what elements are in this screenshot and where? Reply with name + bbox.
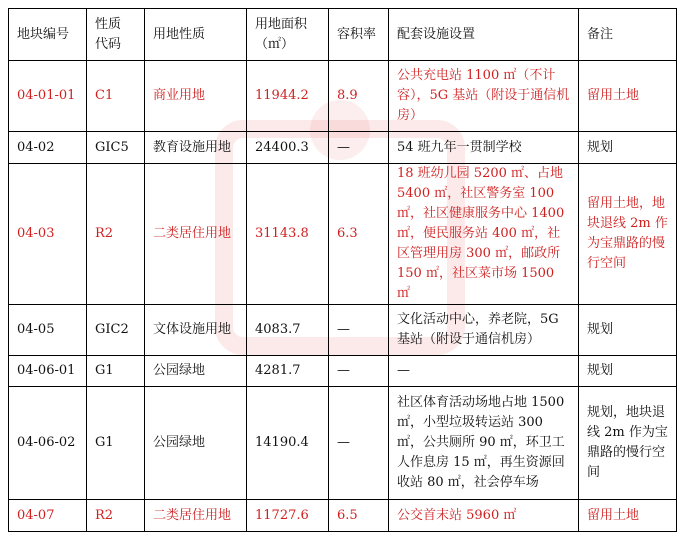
cell-facilities: 54 班九年一贯制学校 <box>389 132 579 164</box>
cell-id: 04-05 <box>9 305 87 356</box>
cell-code: GIC2 <box>87 305 145 356</box>
table-header-row <box>9 9 677 61</box>
cell-remark: 留用土地 <box>579 61 677 132</box>
cell-area: 11727.6 <box>247 500 329 532</box>
cell-area: 4281.7 <box>247 356 329 387</box>
cell-id: 04-06-02 <box>9 387 87 500</box>
cell-facilities: 18 班幼儿园 5200 ㎡、占地 5400 ㎡，社区警务室 100 ㎡，社区健康服务中心 1400 ㎡，便民服务站 400 ㎡，社区管理用房 300 ㎡，邮政所 150 ㎡，社区菜市场 1500 ㎡ <box>389 164 579 305</box>
cell-facilities: 公共充电站 1100 ㎡（不计容），5G 基站（附设于通信机房） <box>389 61 579 132</box>
cell-id: 04-03 <box>9 164 87 305</box>
cell-facilities: 文化活动中心，养老院，5G 基站（附设于通信机房） <box>389 305 579 356</box>
header-id: 地块编号 <box>9 9 87 61</box>
cell-code: GIC5 <box>87 132 145 164</box>
cell-id: 04-07 <box>9 500 87 532</box>
header-land-use: 用地性质 <box>145 9 247 61</box>
cell-land-use: 商业用地 <box>145 61 247 132</box>
cell-far: — <box>329 305 389 356</box>
cell-id: 04-02 <box>9 132 87 164</box>
cell-far: 6.3 <box>329 164 389 305</box>
cell-land-use: 教育设施用地 <box>145 132 247 164</box>
header-area: 用地面积 （㎡） <box>247 9 329 61</box>
cell-remark: 规划 <box>579 132 677 164</box>
cell-remark: 规划 <box>579 356 677 387</box>
cell-code: G1 <box>87 387 145 500</box>
cell-land-use: 公园绿地 <box>145 356 247 387</box>
cell-code: R2 <box>87 164 145 305</box>
header-far: 容积率 <box>329 9 389 61</box>
cell-code: R2 <box>87 500 145 532</box>
cell-remark: 留用土地 <box>579 500 677 532</box>
table-row <box>9 61 677 132</box>
cell-area: 4083.7 <box>247 305 329 356</box>
cell-area: 14190.4 <box>247 387 329 500</box>
cell-code: G1 <box>87 356 145 387</box>
cell-id: 04-01-01 <box>9 61 87 132</box>
cell-far: — <box>329 356 389 387</box>
table-row <box>9 305 677 356</box>
table-row <box>9 132 677 164</box>
cell-facilities: 社区体育活动场地占地 1500 ㎡，小型垃圾转运站 300 ㎡，公共厕所 90 ㎡，环卫工人作息房 15 ㎡，再生资源回收站 80 ㎡，社会停车场 <box>389 387 579 500</box>
cell-area: 31143.8 <box>247 164 329 305</box>
table-row <box>9 356 677 387</box>
cell-far: — <box>329 387 389 500</box>
cell-code: C1 <box>87 61 145 132</box>
cell-facilities: 公交首末站 5960 ㎡ <box>389 500 579 532</box>
table-row <box>9 500 677 532</box>
cell-area: 11944.2 <box>247 61 329 132</box>
header-code: 性质 代码 <box>87 9 145 61</box>
cell-land-use: 公园绿地 <box>145 387 247 500</box>
cell-far: — <box>329 132 389 164</box>
table-row <box>9 387 677 500</box>
table-row <box>9 164 677 305</box>
header-facilities: 配套设施设置 <box>389 9 579 61</box>
cell-remark: 留用土地，地块退线 2m 作为宝鼎路的慢行空间 <box>579 164 677 305</box>
cell-id: 04-06-01 <box>9 356 87 387</box>
cell-land-use: 二类居住用地 <box>145 164 247 305</box>
cell-area: 24400.3 <box>247 132 329 164</box>
cell-far: 6.5 <box>329 500 389 532</box>
cell-far: 8.9 <box>329 61 389 132</box>
cell-land-use: 文体设施用地 <box>145 305 247 356</box>
cell-facilities: — <box>389 356 579 387</box>
cell-land-use: 二类居住用地 <box>145 500 247 532</box>
land-use-table <box>8 8 677 532</box>
cell-remark: 规划 <box>579 305 677 356</box>
land-use-table-container <box>8 8 676 532</box>
cell-remark: 规划，地块退线 2m 作为宝鼎路的慢行空间 <box>579 387 677 500</box>
header-remark: 备注 <box>579 9 677 61</box>
